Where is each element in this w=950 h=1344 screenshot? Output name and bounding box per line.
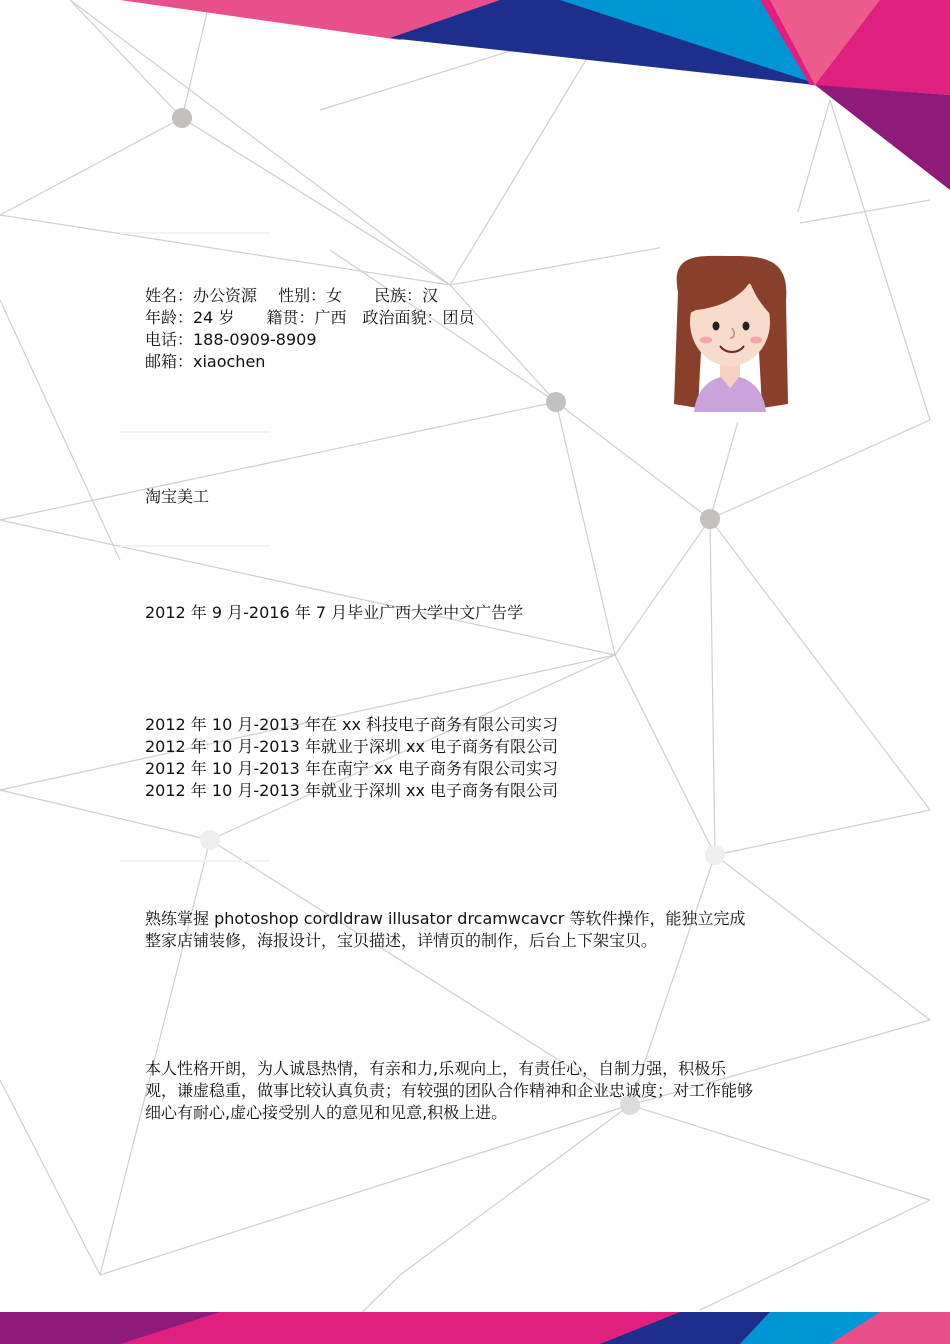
self-evaluation-text: 本人性格开朗，为人诚恳热情，有亲和力,乐观向上，有责任心，自制力强，积极乐观，谦虚稳重，做事比较认真负责；有较强的团队合作精神和企业忠诚度；对工作能够细心有耐心,虚心接受别人的意见和见意,积极上进。 [145,1059,754,1122]
experience-item: 2012 年 10 月-2013 年在 xx 科技电子商务有限公司实习 [145,715,559,734]
profile-section [145,285,474,373]
section-divider [120,545,270,547]
section-divider [120,860,270,862]
profile-photo [660,212,800,422]
profile-line-email: 邮箱：xiaochen [145,352,266,371]
education-text: 2012 年 9 月-2016 年 7 月毕业广西大学中文广告学 [145,603,524,622]
experience-item: 2012 年 10 月-2013 年就业于深圳 xx 电子商务有限公司 [145,781,559,800]
cartoon-girl-avatar-icon [660,212,800,422]
experience-item: 2012 年 10 月-2013 年在南宁 xx 电子商务有限公司实习 [145,759,559,778]
section-divider [120,232,270,234]
self-evaluation-section [145,1058,755,1124]
skills-section [145,908,755,952]
education-section [145,602,523,624]
top-banner [120,0,950,190]
experience-item: 2012 年 10 月-2013 年就业于深圳 xx 电子商务有限公司 [145,737,559,756]
skills-text: 熟练掌握 photoshop cordldraw illusator drcamwcavcr 等软件操作，能独立完成整家店铺装修，海报设计，宝贝描述，详情页的制作，后台上下架宝贝。 [145,909,746,950]
experience-section [145,714,558,802]
section-divider [120,431,270,433]
profile-line-phone: 电话：188-0909-8909 [145,330,317,349]
profile-line-age: 年龄：24 岁 籍贯：广西 政治面貌：团员 [145,308,475,327]
bottom-banner [0,1312,950,1344]
objective-section [145,486,209,508]
objective-text: 淘宝美工 [145,487,210,506]
profile-line-name: 姓名：办公资源 性别：女 民族：汉 [145,286,439,305]
